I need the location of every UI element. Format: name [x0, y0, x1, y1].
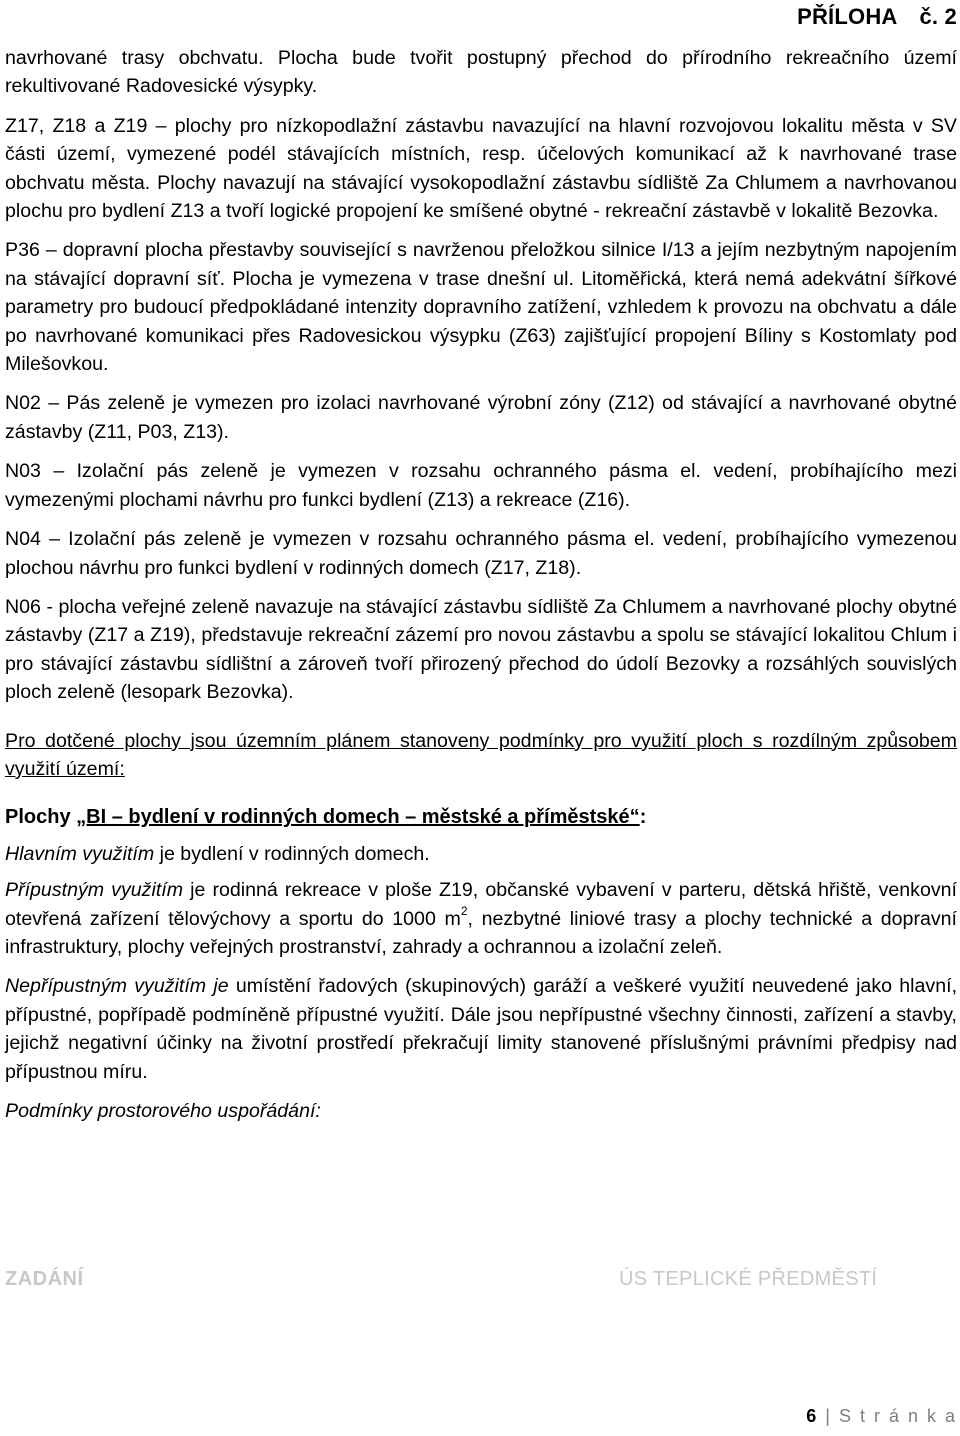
section-suffix: :	[639, 806, 647, 829]
document-page	[5, 0, 957, 1436]
paragraph-p36: P36 – dopravní plocha přestavby související s navrženou přeložkou silnice I/13 a jejím nezbytným napojením na stávající dopravní síť. Plocha je vymezena v trase dnešní ul. Litoměřická, která nemá adekvátní šířkové parametry pro budoucí předpokládané intenzity dopravního zatížení, vzhledem k provozu na obchvatu a dále po navrhované komunikaci přes Radovesickou výsypku (Z63) zajišťující propojení Bíliny s Kostomlaty pod Milešovkou.	[5, 239, 957, 376]
paragraph-n03: N03 – Izolační pás zeleně je vymezen v rozsahu ochranného pásma el. vedení, probíhajícího mezi vymezenými plochami návrhu pro funkci bydlení (Z13) a rekreace (Z16).	[5, 460, 957, 511]
paragraph-n06: N06 - plocha veřejné zeleně navazuje na stávající zástavbu sídliště Za Chlumem a navrhované plochy obytné zástavby (Z17 a Z19), představuje rekreační zázemí pro novou zástavbu a spolu se stávající lokalitou Chlum i pro stávající zástavbu sídlištní a zároveň tvoří přirozený přechod do údolí Bezovky a rozsáhlých souvislých ploch zeleně (lesopark Bezovka).	[5, 595, 957, 704]
paragraph-n04: N04 – Izolační pás zeleně je vymezen v rozsahu ochranného pásma el. vedení, probíhajícího vymezenou plochou návrhu pro funkci bydlení v rodinných domech (Z17, Z18).	[5, 528, 957, 579]
section-heading	[5, 803, 957, 831]
annex-label: PŘÍLOHA	[797, 4, 898, 29]
main-use-text: je bydlení v rodinných domech.	[154, 842, 430, 865]
annex-header	[797, 4, 957, 30]
document-body	[5, 44, 957, 1136]
page-number-separator: |	[818, 1406, 839, 1426]
forbidden-use-paragraph	[5, 972, 957, 1086]
permitted-use-paragraph	[5, 876, 957, 961]
square-superscript: 2	[460, 904, 468, 919]
conditions-intro	[5, 727, 957, 784]
footer-left-label: ZADÁNÍ	[5, 1268, 84, 1290]
permitted-use-text-b: , nezbytné liniové trasy a plochy technické a dopravní infrastruktury, plochy veřejných prostranství, zahrady a ochrannou a izolační zeleň.	[5, 907, 958, 958]
main-use-paragraph	[5, 840, 957, 868]
permitted-use-text-a: je rodinná rekreace v ploše Z19, občanské vybavení v parteru, dětská hřiště, venkovní otevřená zařízení tělovýchovy a sportu do 1000 m	[5, 879, 957, 930]
section-title: „BI – bydlení v rodinných domech – městské a příměstské“	[76, 806, 640, 829]
spatial-conditions-heading	[5, 1097, 957, 1125]
page-number	[806, 1406, 957, 1427]
conditions-intro-text: Pro dotčené plochy jsou územním plánem stanoveny podmínky pro využití ploch s rozdílným způsobem využití území:	[5, 729, 957, 780]
page-number-value: 6	[806, 1406, 819, 1426]
annex-number: č. 2	[919, 4, 957, 29]
forbidden-use-label: Nepřípustným využitím je	[5, 975, 229, 998]
paragraph-z17-z18-z19: Z17, Z18 a Z19 – plochy pro nízkopodlažní zástavbu navazující na hlavní rozvojovou lokalitu města v SV části území, vymezené podél stávajících místních, resp. účelových komunikací až k navrhované trase obchvatu města. Plochy navazují na stávající vysokopodlažní zástavbu sídliště Za Chlumem a navrhovanou plochu pro bydlení Z13 a tvoří logické propojení ke smíšené obytné - rekreační zástavbě v lokalitě Bezovka.	[5, 114, 957, 223]
paragraph-obchvat-continuation: navrhované trasy obchvatu. Plocha bude tvořit postupný přechod do přírodního rekreačního území rekultivované Radovesické výsypky.	[5, 47, 957, 98]
paragraph-n02: N02 – Pás zeleně je vymezen pro izolaci navrhované výrobní zóny (Z12) od stávající a navrhované obytné zástavby (Z11, P03, Z13).	[5, 392, 957, 443]
spatial-conditions-label: Podmínky prostorového uspořádání:	[5, 1100, 321, 1122]
section-prefix: Plochy	[5, 806, 77, 829]
main-use-label: Hlavním využitím	[5, 842, 155, 865]
permitted-use-label: Přípustným využitím	[5, 879, 184, 902]
forbidden-use-text: umístění řadových (skupinových) garáží a veškeré využití neuvedené jako hlavní, přípustné, popřípadě podmíněně přípustné využití. Dále jsou nepřípustné všechny činnosti, zařízení a stavby, jejichž negativní účinky na životní prostředí překračují limity stanovené příslušnými právními předpisy nad přípustnou míru.	[5, 975, 958, 1083]
page-word: S t r á n k a	[838, 1406, 957, 1426]
footer-right-label: ÚS TEPLICKÉ PŘEDMĚSTÍ	[619, 1268, 878, 1290]
